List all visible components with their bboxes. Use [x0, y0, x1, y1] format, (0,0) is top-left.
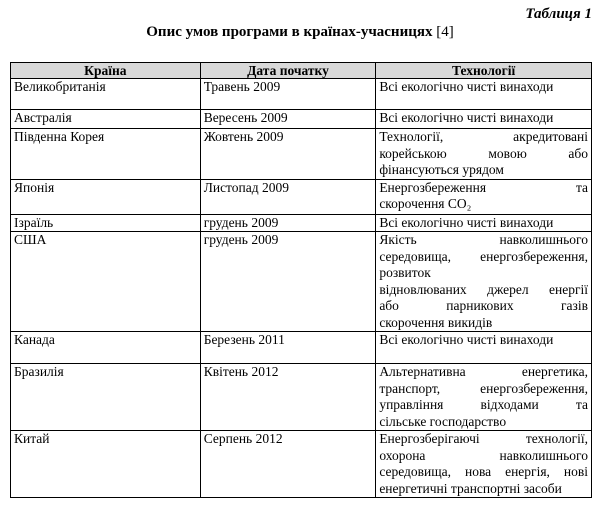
technology-line: або парникових газів: [379, 298, 588, 313]
technology-line: Всі екологічно чисті винаходи: [379, 214, 554, 230]
cell-country: Південна Корея: [11, 129, 201, 180]
cell-technologies: [376, 232, 592, 332]
table-row: [11, 214, 592, 232]
header-start-date: Дата початку: [200, 63, 376, 79]
table-title-text: Опис умов програми в країнах-учасницях: [146, 24, 433, 40]
technology-line: фінансуються урядом: [379, 162, 504, 177]
program-conditions-table: [10, 62, 592, 498]
technology-line: Енергозберігаючі технології,: [379, 431, 588, 446]
cell-start-date: грудень 2009: [200, 214, 376, 232]
cell-start-date: Жовтень 2009: [200, 129, 376, 180]
technology-line: управління відходами та: [379, 397, 588, 412]
technology-line: Енергозбереження та: [379, 179, 588, 195]
cell-start-date: Листопад 2009: [200, 179, 376, 214]
cell-technologies: [376, 332, 592, 364]
table-row: [11, 232, 592, 332]
table-header-row: [11, 63, 592, 79]
technology-line: Технології, акредитовані: [379, 129, 588, 144]
table-row: [11, 332, 592, 364]
technology-line: енергетичні транспортні засоби: [379, 480, 562, 496]
cell-country: Китай: [11, 431, 201, 498]
table-row: [11, 364, 592, 431]
header-technologies: Технології: [376, 63, 592, 79]
cell-start-date: Серпень 2012: [200, 431, 376, 498]
cell-technologies: [376, 364, 592, 431]
technology-line: скорочення CO₂: [379, 196, 472, 211]
technology-line: Альтернативна енергетика,: [379, 364, 588, 379]
cell-technologies: [376, 214, 592, 232]
technology-line: Всі екологічно чисті винаходи: [379, 110, 554, 125]
cell-country: Японія: [11, 179, 201, 214]
technology-line: скорочення викидів: [379, 314, 493, 330]
cell-country: Великобританія: [11, 79, 201, 110]
technology-line: розвиток: [379, 265, 431, 280]
technology-line: транспорт, енергозбереження,: [379, 380, 588, 396]
cell-start-date: Березень 2011: [200, 332, 376, 364]
technology-line: середовища, нова енергія, нові: [379, 464, 588, 479]
technology-line: корейською мовою або: [379, 145, 588, 161]
table-title: [0, 24, 600, 41]
cell-start-date: Травень 2009: [200, 79, 376, 110]
cell-technologies: [376, 431, 592, 498]
technology-line: Якість навколишнього: [379, 232, 588, 247]
table-title-reference: [4]: [436, 24, 454, 40]
header-country: Країна: [11, 63, 201, 79]
cell-country: Австралія: [11, 110, 201, 129]
cell-country: Ізраїль: [11, 214, 201, 232]
cell-start-date: грудень 2009: [200, 232, 376, 332]
cell-technologies: [376, 179, 592, 214]
table-row: [11, 129, 592, 180]
cell-technologies: [376, 110, 592, 129]
cell-technologies: [376, 129, 592, 180]
technology-line: відновлюваних джерел енергії: [379, 281, 588, 297]
table-row: [11, 431, 592, 498]
cell-start-date: Квітень 2012: [200, 364, 376, 431]
table-caption: Таблиця 1: [525, 6, 592, 22]
cell-country: США: [11, 232, 201, 332]
table-row: [11, 110, 592, 129]
cell-start-date: Вересень 2009: [200, 110, 376, 129]
technology-line: охорона навколишнього: [379, 447, 588, 463]
cell-country: Канада: [11, 332, 201, 364]
technology-line: Всі екологічно чисті винаходи: [379, 79, 554, 94]
technology-line: середовища, енергозбереження,: [379, 248, 588, 264]
cell-technologies: [376, 79, 592, 110]
technology-line: Всі екологічно чисті винаходи: [379, 332, 554, 347]
cell-country: Бразилія: [11, 364, 201, 431]
technology-line: сільське господарство: [379, 413, 507, 429]
table-row: [11, 79, 592, 110]
table-row: [11, 179, 592, 214]
